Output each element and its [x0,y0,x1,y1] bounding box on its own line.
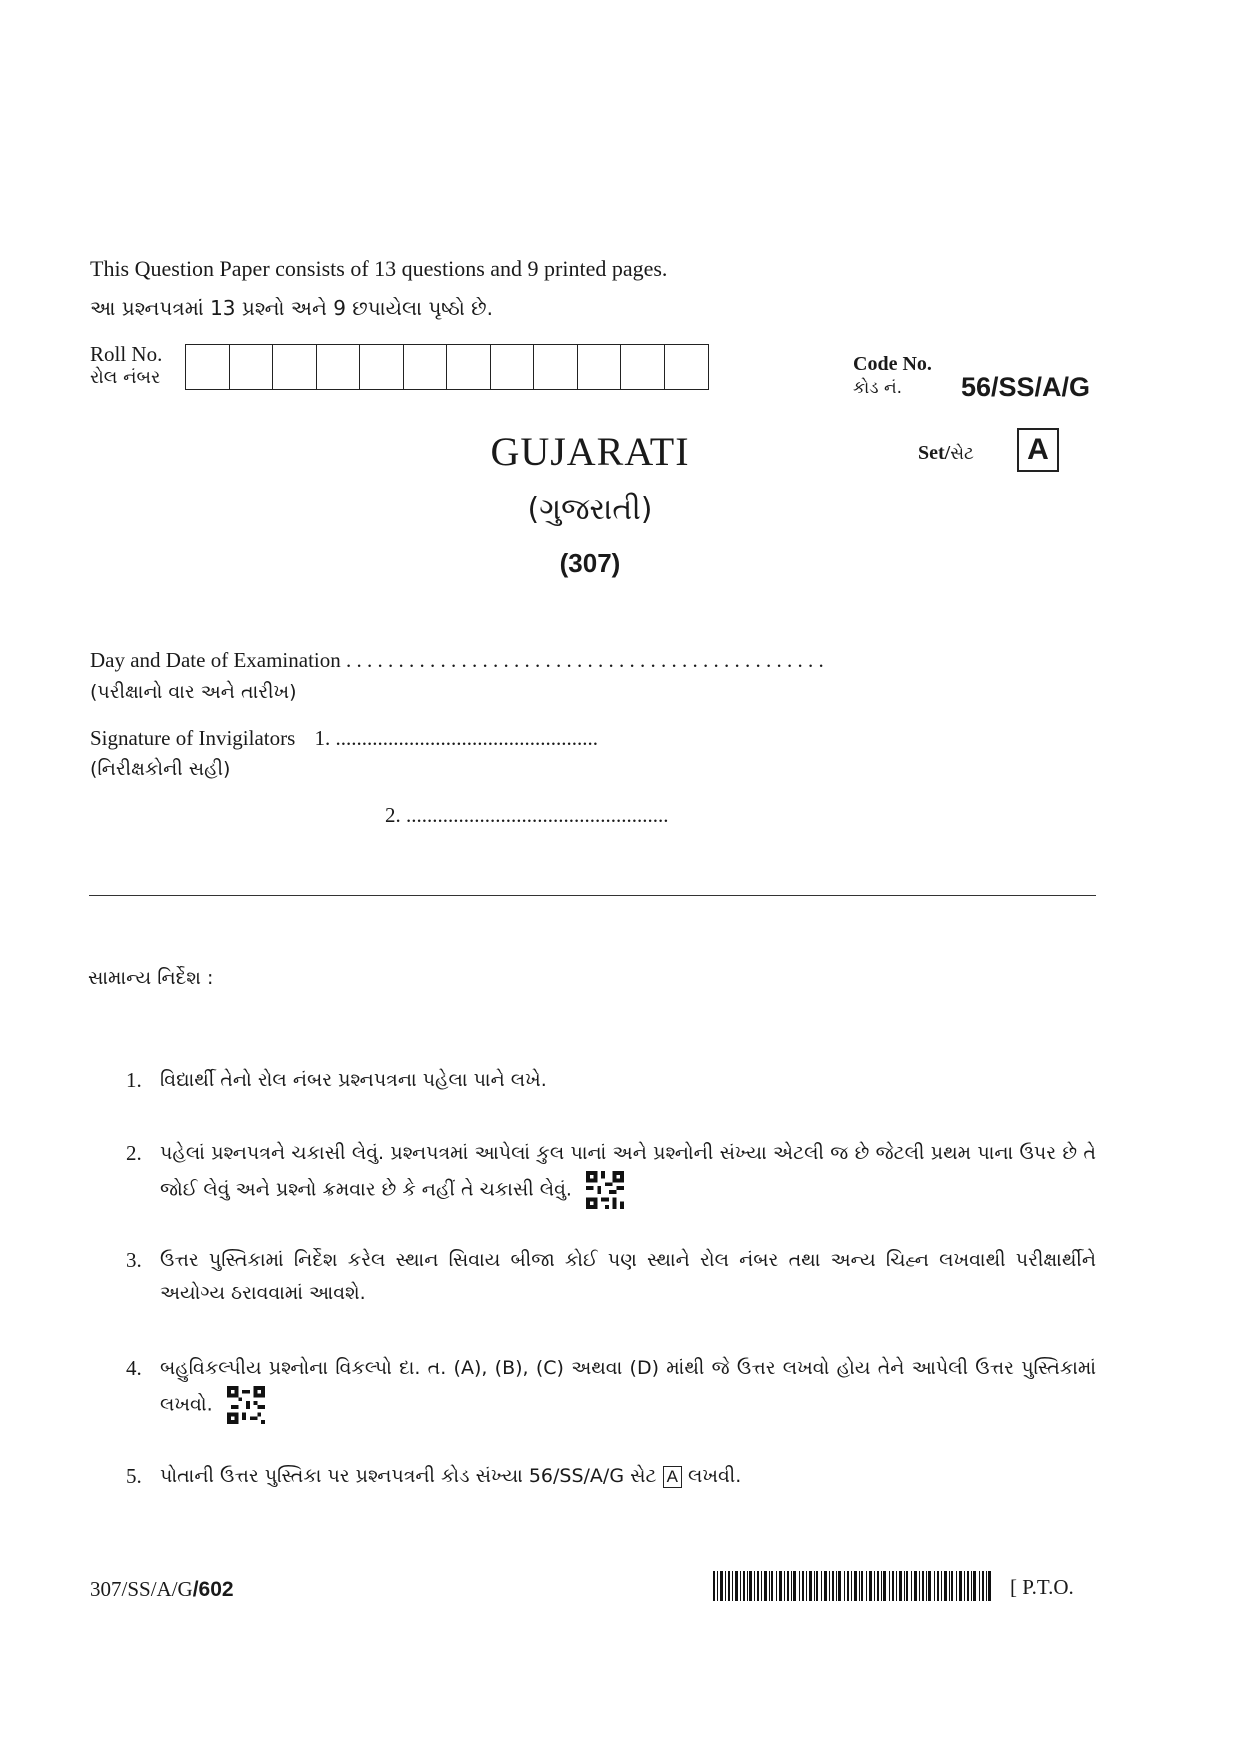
footer-paper-code-bold: /602 [192,1578,234,1601]
instruction-number: 1. [126,1068,142,1092]
exam-date-row [90,648,1090,673]
roll-cell[interactable] [273,345,317,389]
instructions-heading: સામાન્ય નિર્દેશ : [88,967,214,989]
instruction-text-body: બહુવિકલ્પીય પ્રશ્નોના વિકલ્પો દા. ત. (A), (B), (C) અથવા (D) માંથી જે ઉત્તર લખવો હોય તેને આપેલી ઉત્તર પુસ્તિકામાં લખવો. [160,1357,1096,1416]
roll-label-en: Roll No. [90,342,163,366]
roll-cell[interactable] [665,345,709,389]
divider [89,895,1096,896]
set-label-en: Set/ [918,442,951,464]
set-box: A [1017,428,1059,472]
barcode-icon [713,1571,991,1601]
exam-date-label-gu: (પરીક્ષાનો વાર અને તારીખ) [90,681,297,703]
signature-label: Signature of Invigilators [90,726,296,750]
instruction-text-body: પહેલાં પ્રશ્નપત્રને ચકાસી લેવું. પ્રશ્નપત્રમાં આપેલાં કુલ પાનાં અને પ્રશ્નોની સંખ્યા એટલી જ છે જેટલી પ્રથમ પાના ઉપર છે તે જોઈ લેવું અને પ્રશ્નો ક્રમવાર છે કે નહીં તે ચકાસી લેવું. [160,1142,1096,1201]
roll-label-gu: રોલ નંબર [90,367,161,388]
roll-cell[interactable] [317,345,361,389]
subject-code: (307) [559,548,621,578]
roll-cell[interactable] [621,345,665,389]
instruction-number: 3. [126,1248,142,1272]
roll-number-grid[interactable] [185,344,709,390]
instruction-item [126,1460,1096,1493]
instruction-text [160,1460,1096,1493]
instruction-text [160,1352,1096,1425]
instruction-number: 4. [126,1356,142,1380]
exam-date-dots[interactable]: . . . . . . . . . . . . . . . . . . . . . . . . . . . . . . . . . . . . . . . . . . . . . . [346,648,824,672]
instruction-item [126,1064,1096,1097]
qr-code-icon [586,1170,624,1210]
intro-gujarati: આ પ્રશ્નપત્રમાં 13 પ્રશ્નો અને 9 છપાયેલા પૃષ્ઠો છે. [90,296,493,320]
roll-cell[interactable] [404,345,448,389]
signature-line-2[interactable]: 2. .................................................. [385,803,669,827]
footer-paper-code [90,1577,234,1602]
roll-cell[interactable] [186,345,230,389]
qr-code-icon [227,1385,265,1425]
instruction-item [126,1352,1096,1425]
instruction-item [126,1244,1096,1310]
instruction-number: 2. [126,1141,142,1165]
roll-cell[interactable] [447,345,491,389]
signature-line-1[interactable]: 1. .................................................. [314,726,599,750]
set-label-gu: સેટ [950,444,974,464]
instruction-item [126,1137,1096,1210]
code-label-gu: કોડ નં. [853,378,903,398]
exam-date-label: Day and Date of Examination [90,648,341,672]
set-inline-box: A [663,1466,682,1488]
roll-cell[interactable] [578,345,622,389]
subject-title: GUJARATI [490,429,690,474]
instruction-text-before: પોતાની ઉત્તર પુસ્તિકા પર પ્રશ્નપત્રની કોડ સંખ્યા 56/SS/A/G સેટ [160,1465,657,1487]
code-value: 56/SS/A/G [961,372,1091,402]
code-number-block [853,352,1091,402]
roll-number-label [90,342,162,390]
roll-cell[interactable] [534,345,578,389]
roll-cell[interactable] [360,345,404,389]
instruction-number: 5. [126,1464,142,1488]
code-label-en: Code No. [853,353,932,375]
code-label [853,352,932,400]
please-turn-over: [ P.T.O. [1010,1575,1074,1599]
instruction-text-after: લખવી. [687,1465,742,1487]
instruction-text [160,1137,1096,1210]
intro-english: This Question Paper consists of 13 questions and 9 printed pages. [90,256,668,281]
roll-cell[interactable] [491,345,535,389]
subject-title-gujarati: (ગુજરાતી) [527,492,653,527]
signature-label-gu: (નિરીક્ષકોની સહી) [90,758,231,780]
instruction-text: વિદ્યાર્થી તેનો રોલ નંબર પ્રશ્નપત્રના પહેલા પાને લખે. [160,1069,547,1091]
footer-paper-code-main: 307/SS/A/G [90,1577,193,1601]
signature-row [90,726,598,751]
instruction-text: ઉત્તર પુસ્તિકામાં નિર્દેશ કરેલ સ્થાન સિવાય બીજા કોઈ પણ સ્થાને રોલ નંબર તથા અન્ય ચિહ્ન લખવાથી પરીક્ષાર્થીને અયોગ્ય ઠરાવવામાં આવશે. [160,1249,1096,1304]
roll-cell[interactable] [230,345,274,389]
